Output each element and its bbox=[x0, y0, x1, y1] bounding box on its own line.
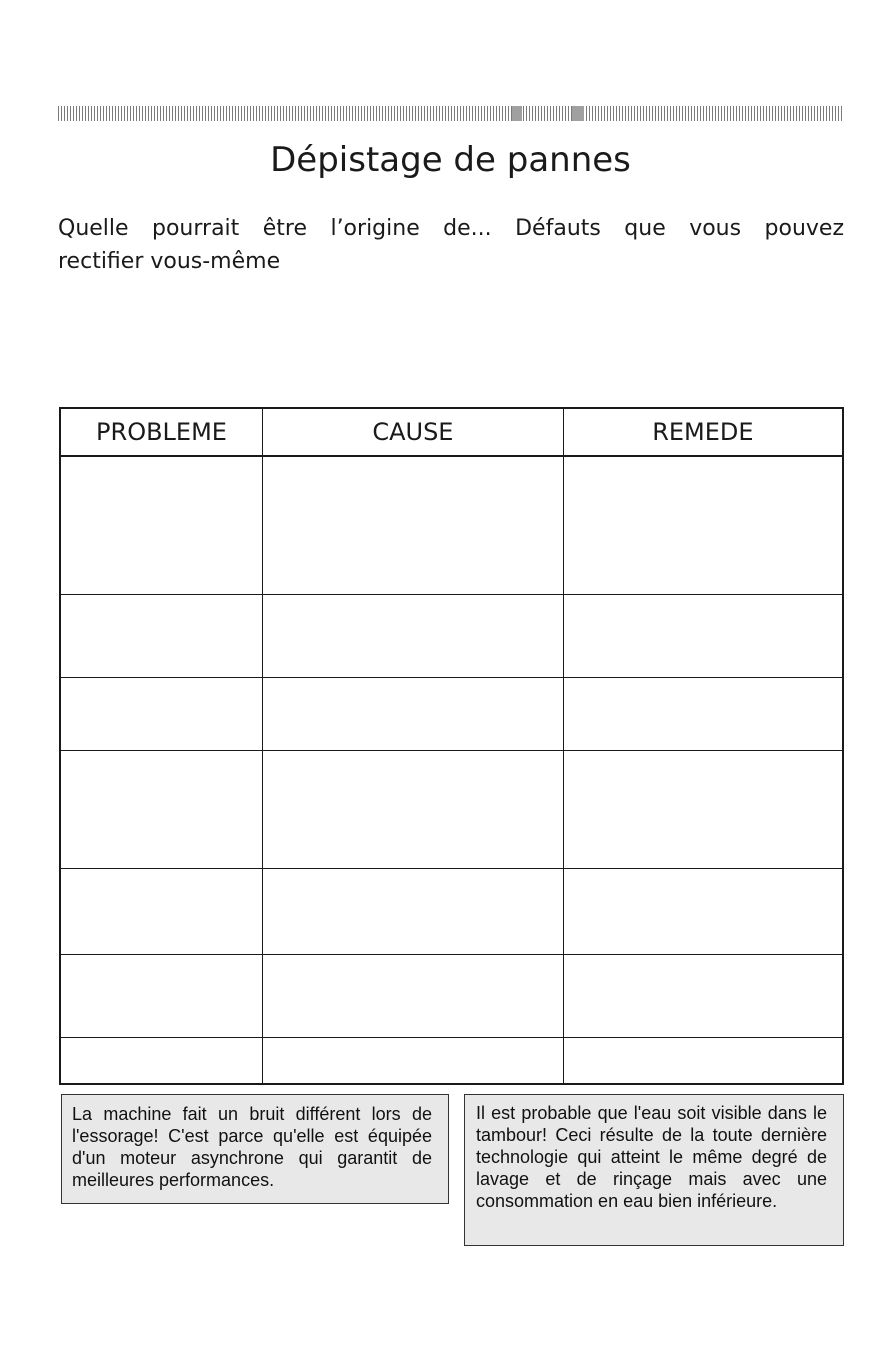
page-title: Dépistage de pannes bbox=[270, 140, 631, 180]
troubleshooting-table bbox=[59, 407, 844, 1085]
table-cell bbox=[60, 456, 263, 594]
intro-paragraph bbox=[58, 212, 844, 278]
table-row bbox=[60, 456, 843, 594]
column-header-probleme: PROBLEME bbox=[60, 408, 263, 456]
table-header-row bbox=[60, 408, 843, 456]
table-cell bbox=[263, 868, 564, 954]
table-row bbox=[60, 868, 843, 954]
table-cell bbox=[263, 954, 564, 1037]
table-cell bbox=[563, 677, 843, 750]
table-cell bbox=[563, 954, 843, 1037]
intro-line: Quelle pourrait être l’origine de... Défauts que vous pouvez bbox=[58, 216, 844, 241]
table-cell bbox=[263, 594, 564, 677]
table-cell bbox=[563, 868, 843, 954]
note-text: Il est probable que l'eau soit visible dans le tambour! Ceci résulte de la toute dernière technologie qui atteint le même degré de lavage et de rinçage mais avec une consommation en eau bien inférieure. bbox=[476, 1103, 827, 1211]
table-cell bbox=[263, 677, 564, 750]
intro-line: rectifier vous-même bbox=[58, 249, 281, 274]
table-cell bbox=[563, 1037, 843, 1084]
table-cell bbox=[60, 954, 263, 1037]
table-row bbox=[60, 750, 843, 868]
table-cell bbox=[563, 456, 843, 594]
table-cell bbox=[563, 594, 843, 677]
decorative-header-stripe bbox=[58, 106, 842, 121]
table-row bbox=[60, 1037, 843, 1084]
table-cell bbox=[263, 456, 564, 594]
table-cell bbox=[263, 750, 564, 868]
table-row bbox=[60, 954, 843, 1037]
table-row bbox=[60, 677, 843, 750]
stripe-marker bbox=[512, 106, 522, 121]
note-box-spin-noise bbox=[61, 1094, 449, 1204]
table-cell bbox=[60, 1037, 263, 1084]
column-header-cause: CAUSE bbox=[263, 408, 564, 456]
table-row bbox=[60, 594, 843, 677]
table-cell bbox=[263, 1037, 564, 1084]
table-cell bbox=[563, 750, 843, 868]
note-box-visible-water bbox=[464, 1094, 844, 1246]
table-cell bbox=[60, 594, 263, 677]
column-header-remede: REMEDE bbox=[563, 408, 843, 456]
table-cell bbox=[60, 868, 263, 954]
table-cell bbox=[60, 677, 263, 750]
table-cell bbox=[60, 750, 263, 868]
stripe-marker bbox=[572, 106, 584, 121]
note-text: La machine fait un bruit différent lors de l'essorage! C'est parce qu'elle est équipée d'un moteur asynchrone qui garantit de meilleures performances. bbox=[72, 1104, 432, 1190]
